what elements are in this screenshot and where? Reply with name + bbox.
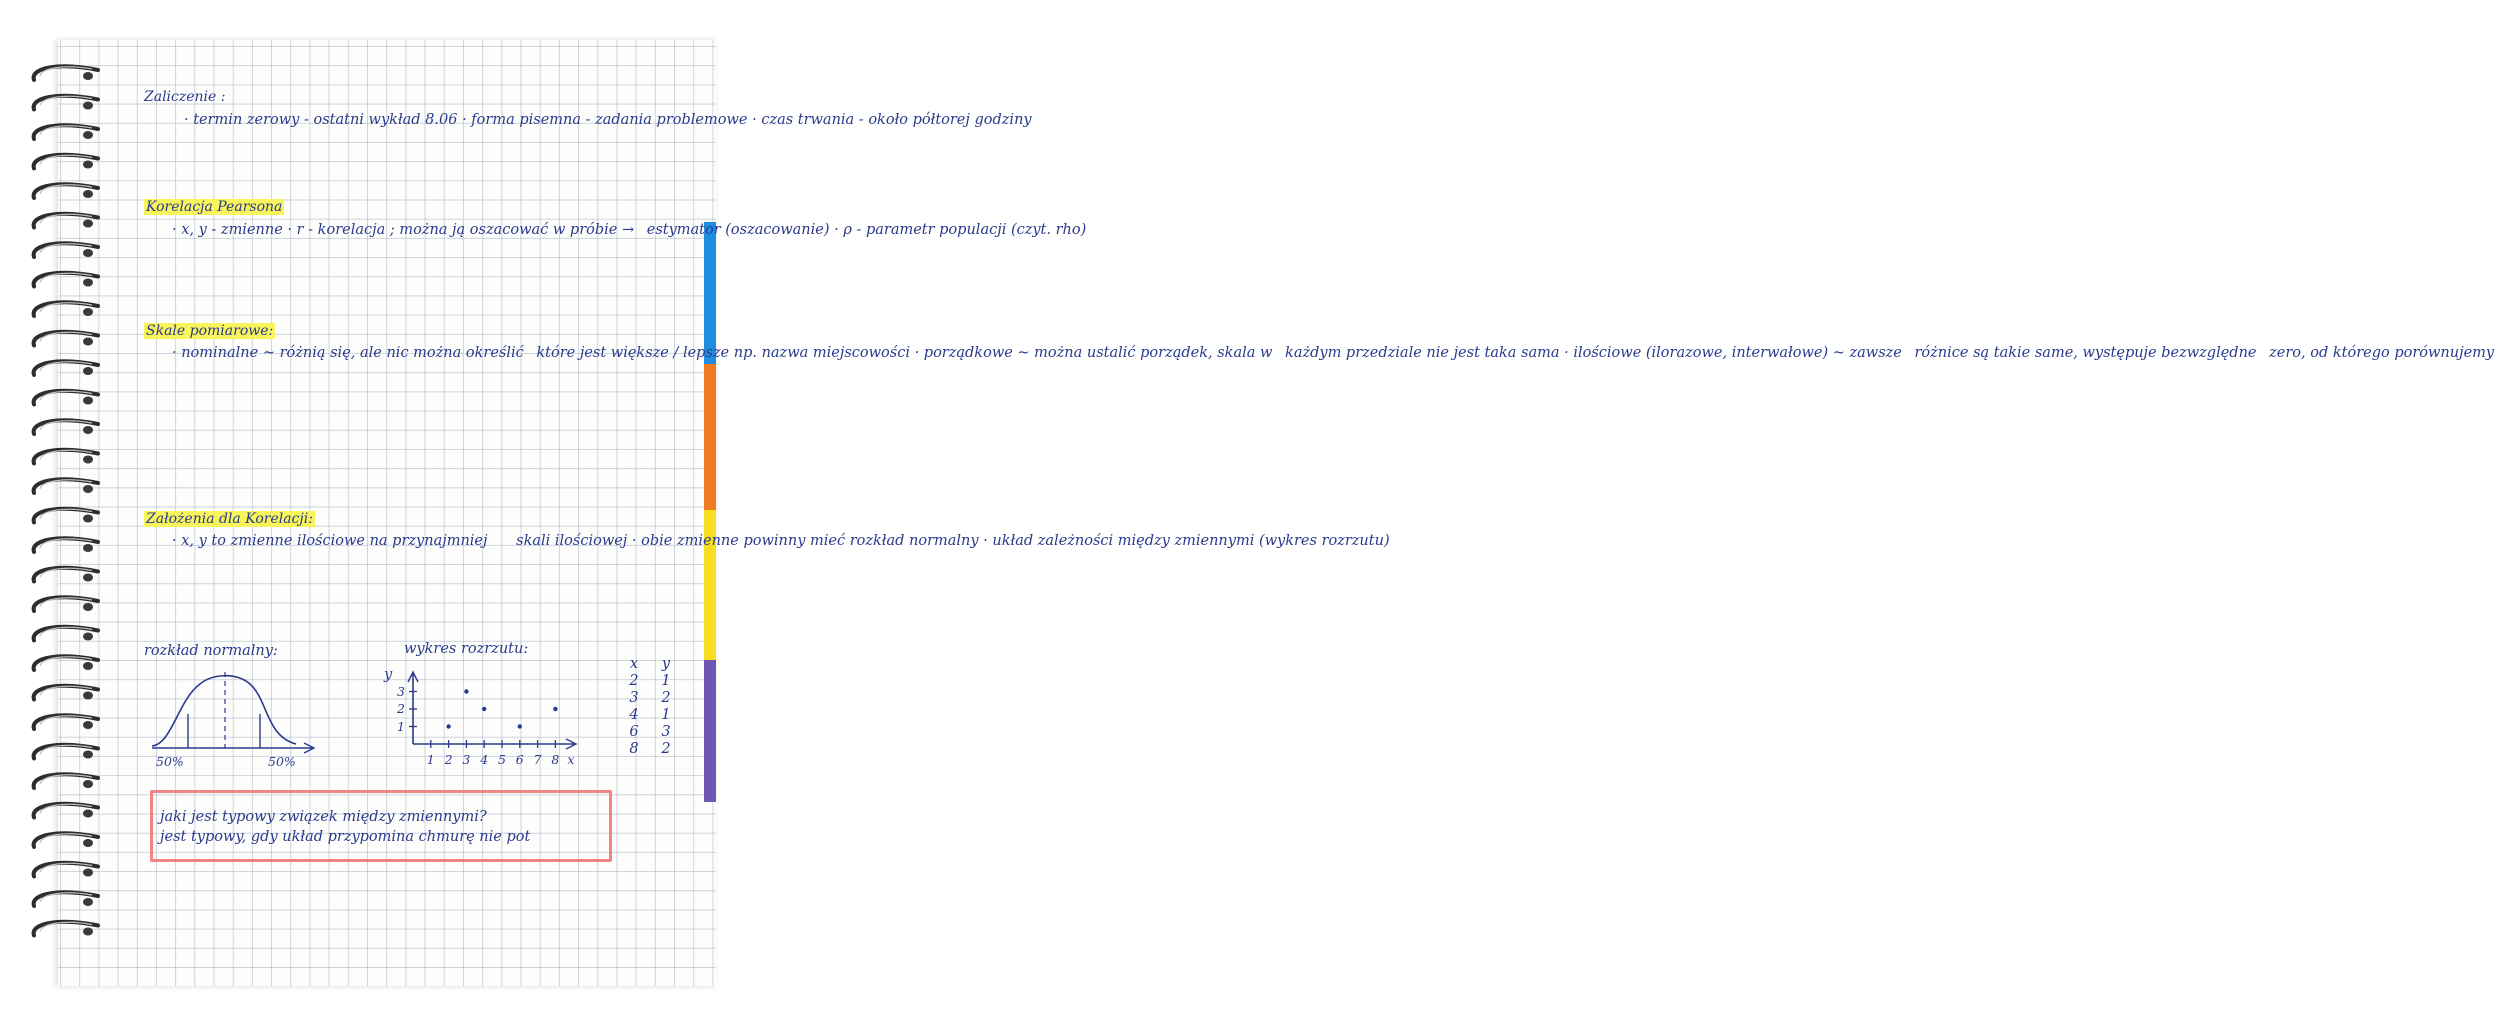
list-item: · ilościowe (ilorazowe, interwałowe) ~ zawsze [1564, 345, 1902, 361]
list-item: · obie zmienne powinny mieć rozkład normalny [631, 533, 979, 549]
scatter-point [482, 707, 486, 711]
list-item: każdym przedziale nie jest taka sama [1285, 345, 1560, 361]
x-tick-label: 2 [444, 752, 453, 767]
list-item: estymator (oszacowanie) [646, 222, 830, 238]
x-tick-label: 7 [533, 752, 542, 767]
y-tick-label: 2 [397, 701, 405, 716]
list-item: · termin zerowy - ostatni wykład 8.06 [184, 112, 458, 128]
list-item: · r - korelacja ; można ją oszacować w próbie → [287, 222, 635, 238]
list-item: skali ilościowej [516, 533, 628, 549]
x-tick-label: 4 [480, 752, 489, 767]
section-heading-pearson: Korelacja Pearsona [146, 199, 283, 215]
x-tick-label: 1 [426, 752, 435, 767]
scatter-y-label: y [384, 667, 393, 683]
list-item: · x, y - zmienne [172, 222, 283, 238]
y-tick-label: 1 [397, 718, 405, 734]
scatter-x-label: x [567, 752, 575, 767]
y-column [656, 656, 676, 758]
table-cell: 8 [629, 741, 639, 757]
x-tick-label: 6 [515, 752, 524, 767]
y-tick-label: 3 [397, 683, 405, 699]
table-cell: 4 [629, 707, 639, 723]
table-cell: 2 [661, 690, 671, 706]
normal-graph-title: rozkład normalny: [144, 643, 278, 659]
table-cell: 3 [629, 690, 639, 706]
table-cell: 1 [661, 673, 671, 689]
right-percent-label: 50% [268, 754, 296, 769]
table-cell: 2 [629, 673, 639, 689]
list-item: różnice są takie same, występuje bezwzględne [1914, 345, 2257, 361]
list-item: · forma pisemna - zadania problemowe [462, 112, 748, 128]
list-item: · układ zależności między zmiennymi (wykres [983, 533, 1317, 549]
scatter-plot [0, 0, 768, 1024]
scatter-point [446, 724, 450, 728]
table-cell: 6 [629, 724, 639, 740]
list-item: · x, y to zmienne ilościowe na przynajmniej [172, 533, 488, 549]
table-cell: 2 [661, 741, 671, 757]
scatter-point [518, 724, 522, 728]
section-heading-zaliczenie: Zaliczenie : [144, 89, 226, 105]
x-column [624, 656, 644, 758]
x-tick-label: 3 [462, 752, 471, 767]
question-line-1: jaki jest typowy związek między zmiennymi? [160, 809, 487, 825]
list-item: · czas trwania - około półtorej godziny [752, 112, 1032, 128]
x-tick-label: 8 [551, 752, 560, 767]
x-header: x [629, 656, 639, 672]
scatter-graph-title: wykres rozrzutu: [404, 641, 529, 657]
list-item: które jest większe / lepsze np. nazwa miejscowości [536, 345, 910, 361]
scatter-point [553, 707, 557, 711]
y-header: y [661, 656, 671, 672]
list-item: · porządkowe ~ można ustalić porządek, skala w [914, 345, 1273, 361]
left-percent-label: 50% [156, 754, 184, 769]
question-line-2: jest typowy, gdy układ przypomina chmurę nie pot [160, 829, 531, 845]
x-tick-label: 5 [498, 752, 506, 767]
list-item: zero, od którego porównujemy [2269, 345, 2494, 361]
list-item: · ρ - parametr populacji (czyt. rho) [834, 222, 1087, 238]
table-cell: 1 [661, 707, 671, 723]
section-heading-zalozenia: Założenia dla Korelacji: [146, 511, 313, 527]
table-cell: 3 [661, 724, 671, 740]
list-item: · nominalne ~ różnią się, ale nic można określić [172, 345, 524, 361]
section-heading-skale: Skale pomiarowe: [146, 323, 274, 339]
list-item: rozrzutu) [1321, 533, 1390, 549]
scatter-point [464, 689, 468, 693]
